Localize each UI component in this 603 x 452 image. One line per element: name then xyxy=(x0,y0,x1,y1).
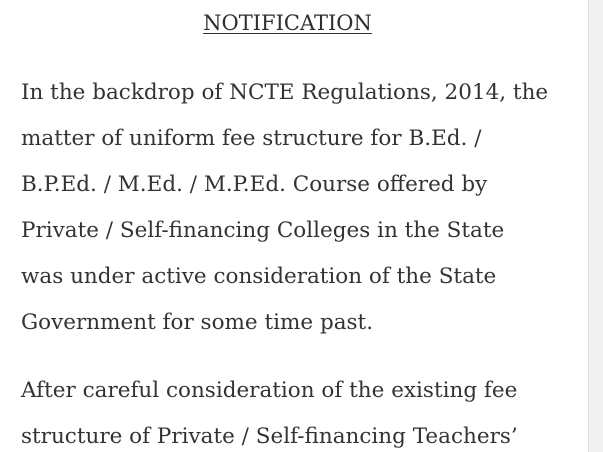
paragraph-line: Government for some time past. xyxy=(21,310,374,335)
paragraph-line: matter of uniform fee structure for B.Ed. / xyxy=(21,126,482,151)
paragraph-line: In the backdrop of NCTE Regulations, 2014, the xyxy=(21,80,549,105)
paragraph-line: B.P.Ed. / M.Ed. / M.P.Ed. Course offered by xyxy=(21,172,488,197)
paragraph-consideration xyxy=(21,368,566,452)
document-title: NOTIFICATION xyxy=(203,11,372,35)
paragraph-intro xyxy=(21,70,566,346)
paragraph-line: After careful consideration of the existing fee xyxy=(21,378,518,403)
paragraph-line: Private / Self-financing Colleges in the State xyxy=(21,218,505,243)
vertical-scrollbar[interactable] xyxy=(588,0,603,452)
paragraph-line: was under active consideration of the State xyxy=(21,264,497,289)
paragraph-line: structure of Private / Self-financing Teachers’ xyxy=(21,424,518,449)
